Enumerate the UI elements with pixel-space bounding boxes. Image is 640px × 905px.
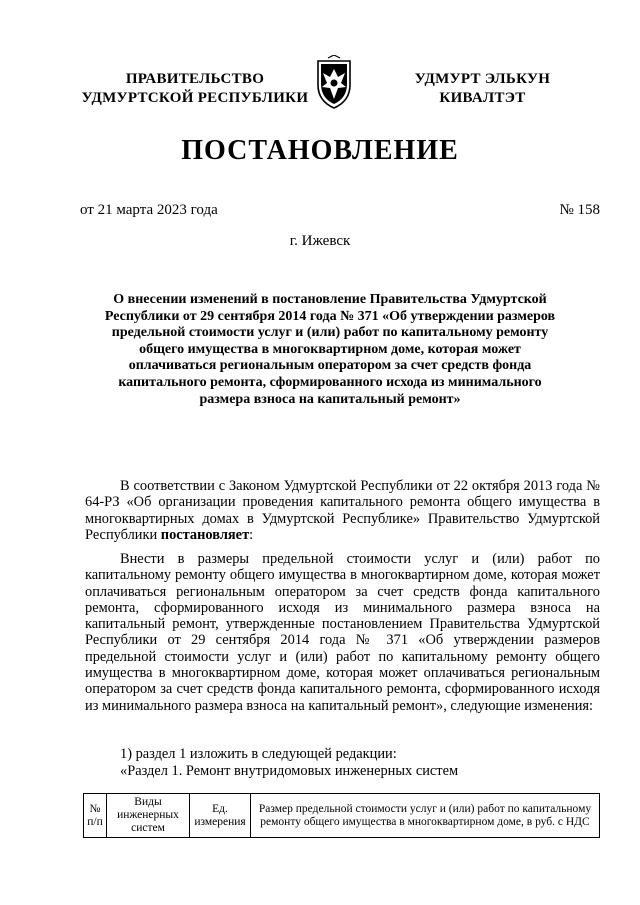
udmurt-coat-of-arms-icon	[314, 55, 354, 110]
header-left	[70, 70, 320, 108]
preamble-bold-word: постановляет	[160, 526, 250, 543]
table-header-cell: Размер предельной стоимости услуг и (или) работ по капитальному ремонту общего имущества в многоквартирном доме, в руб. с НДС	[251, 794, 600, 838]
document-city: г. Ижевск	[289, 233, 351, 249]
header-left-line2: УДМУРТСКОЙ РЕСПУБЛИКИ	[81, 90, 309, 106]
header-right-line1: УДМУРТ ЭЛЬКУН	[414, 71, 551, 87]
preamble-end: :	[249, 526, 254, 543]
header-right-line2: КИВАЛТЭТ	[439, 90, 526, 106]
table-header-cell: Ед. измерения	[190, 794, 251, 838]
table-header-cell: № п/п	[84, 794, 107, 838]
document-subject: О внесении изменений в постановление Правительства Удмуртской Республики от 29 сентября 2014 года № 371 «Об утверждении размеров предельной стоимости услуг и (или) работ по капитальному ремонту общего имущества в многоквартирном доме, которая может оплачиваться региональным оператором за счет средств фонда капитального ремонта, сформированного исхода из минимального размера взноса на капитальный ремонт»	[104, 292, 556, 407]
preamble-paragraph	[85, 478, 600, 543]
table-header-row	[84, 794, 600, 838]
item-1-paragraph: 1) раздел 1 изложить в следующей редакции:	[120, 746, 397, 762]
section-heading-paragraph: «Раздел 1. Ремонт внутридомовых инженерных систем	[120, 763, 459, 779]
document-title: ПОСТАНОВЛЕНИЕ	[181, 135, 459, 166]
header-left-line1: ПРАВИТЕЛЬСТВО	[125, 71, 265, 87]
document-number: № 158	[559, 202, 600, 218]
header-right	[395, 70, 570, 108]
main-paragraph: Внести в размеры предельной стоимости услуг и (или) работ по капитальному ремонту общего имущества в многоквартирном доме, которая может оплачиваться региональным оператором за счет средств фонда капитального ремонта, сформированного исходя из минимального размера взноса на капитальный ремонт, утвержденные постановлением Правительства Удмуртской Республики от 29 сентября 2014 года № 371 «Об утверждении размеров предельной стоимости услуг и (или) работ по капитальному ремонту общего имущества в многоквартирном доме, которая может оплачиваться региональным оператором за счет средств фонда капитального ремонта, сформированного исходя из минимального размера взноса на капитальный ремонт», следующие изменения:	[85, 551, 600, 714]
preamble-text: В соответствии с Законом Удмуртской Республики от 22 октября 2013 года № 64-РЗ «Об организации проведения капитального ремонта общего имущества в многоквартирных домах в Удмуртской Республике» Правительство Удмуртской Республики	[85, 478, 600, 543]
document-date: от 21 марта 2023 года	[80, 202, 218, 218]
table-header-cell: Виды инженерных систем	[107, 794, 190, 838]
cost-table	[83, 793, 600, 838]
